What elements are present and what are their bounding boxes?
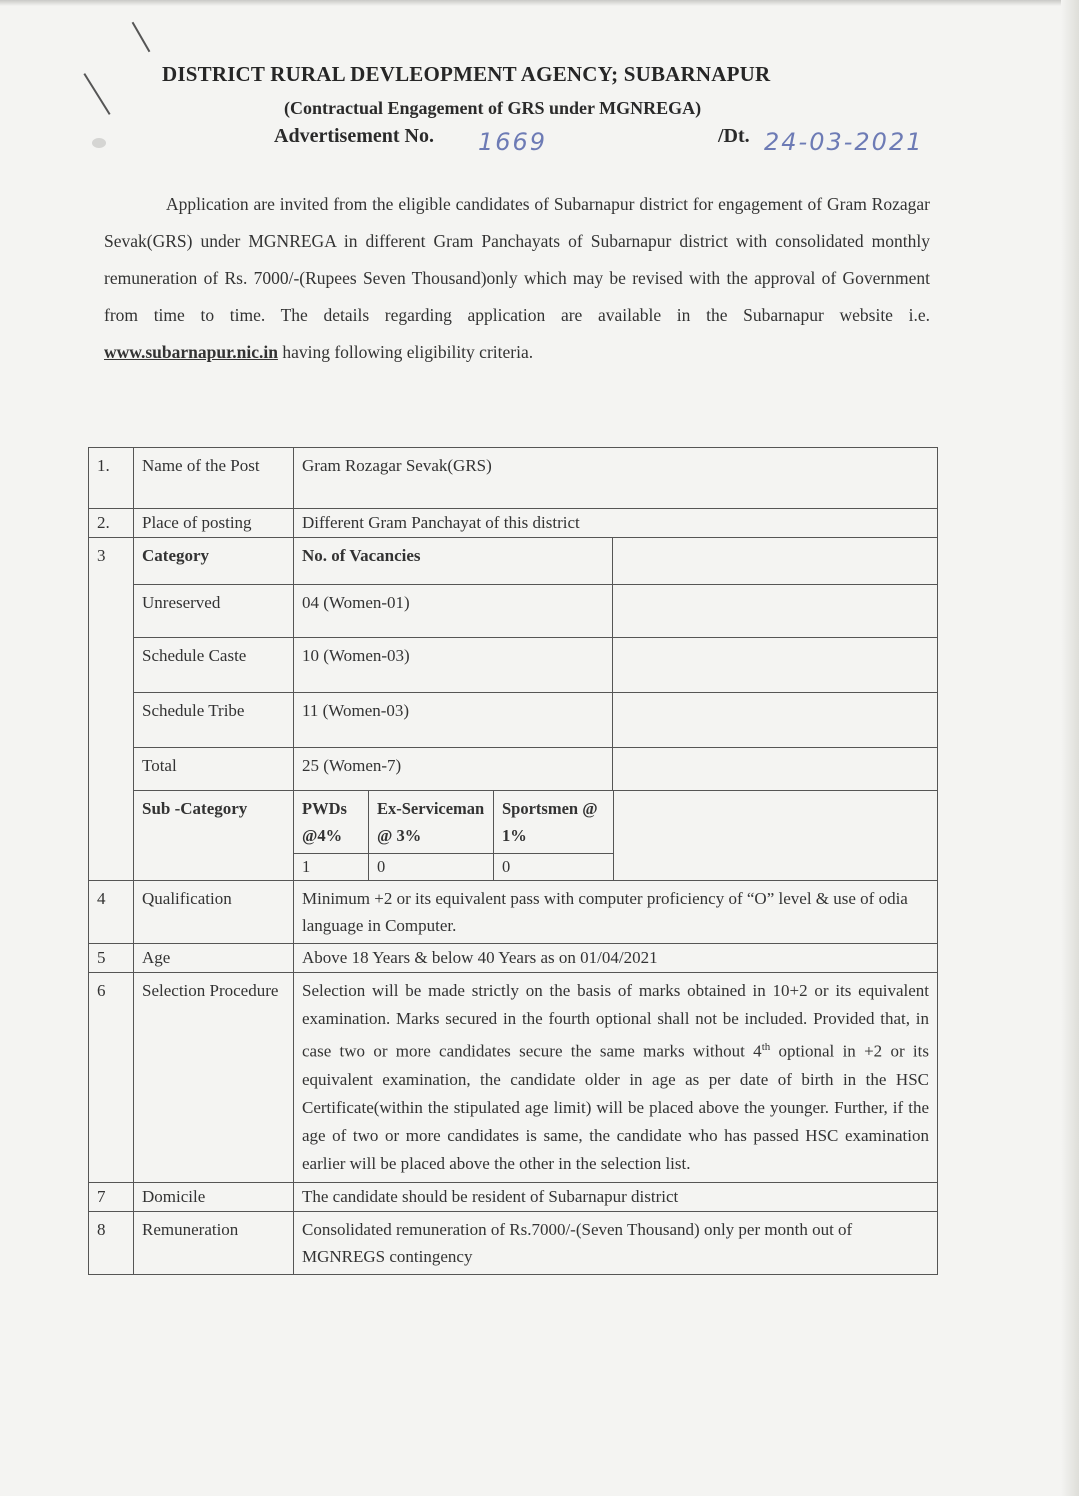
selection-text-b: optional in +2 or its equivalent examination, the candidate older in age as per date of birth in the HSC Certificate(within the stipulated age limit) will be placed above the younger. Further, if the age of two or more candidates is same, the candidate who has passed HSC examination earlier will be placed above the other in the selection list.	[302, 1041, 929, 1173]
subcategory-header: Sub -Category	[134, 791, 294, 881]
row-value: Different Gram Panchayat of this district	[294, 509, 938, 538]
table-row	[89, 881, 938, 944]
row-number: 1.	[89, 448, 134, 509]
advertisement-label: Advertisement No.	[274, 125, 434, 147]
sportsmen-label: Sportsmen @ 1%	[494, 791, 614, 854]
row-value: Above 18 Years & below 40 Years as on 01/04/2021	[294, 944, 938, 973]
row-number: 3	[89, 538, 134, 881]
superscript: th	[761, 1041, 771, 1053]
eligibility-table	[88, 447, 938, 1275]
subtitle: (Contractual Engagement of GRS under MGNREGA)	[284, 98, 702, 118]
vacancies-header: No. of Vacancies	[294, 538, 613, 585]
row-number: 7	[89, 1182, 134, 1211]
category-cell: Unreserved	[134, 585, 294, 638]
row-label: Age	[134, 944, 294, 973]
vacancies-cell: 10 (Women-03)	[294, 638, 613, 693]
table-row	[89, 509, 938, 538]
table-row	[89, 944, 938, 973]
row-value: Gram Rozagar Sevak(GRS)	[294, 448, 938, 509]
row-number: 8	[89, 1211, 134, 1274]
agency-title: DISTRICT RURAL DEVLEOPMENT AGENCY; SUBARNAPUR	[162, 62, 771, 86]
table-row	[89, 448, 938, 509]
page-right-edge	[1061, 0, 1079, 1496]
table-row	[89, 585, 938, 638]
row-number: 4	[89, 881, 134, 944]
pwd-value: 1	[294, 854, 369, 881]
row-number: 5	[89, 944, 134, 973]
table-row	[89, 973, 938, 1183]
row-label: Remuneration	[134, 1211, 294, 1274]
empty-cell	[613, 693, 938, 748]
date-label: /Dt.	[718, 125, 750, 147]
table-row	[89, 638, 938, 693]
table-row	[89, 693, 938, 748]
table-row	[89, 538, 938, 585]
vacancies-cell: 25 (Women-7)	[294, 748, 613, 791]
row-value: The candidate should be resident of Subarnapur district	[294, 1182, 938, 1211]
category-cell: Total	[134, 748, 294, 791]
subcategory-table	[294, 791, 614, 880]
table-row	[89, 1182, 938, 1211]
pen-mark	[132, 22, 151, 52]
row-number: 6	[89, 973, 134, 1183]
category-cell: Schedule Caste	[134, 638, 294, 693]
empty-cell	[613, 585, 938, 638]
vacancies-cell: 04 (Women-01)	[294, 585, 613, 638]
website-link[interactable]: www.subarnapur.nic.in	[104, 342, 278, 362]
subcategory-values	[294, 854, 614, 881]
category-cell: Schedule Tribe	[134, 693, 294, 748]
row-label: Place of posting	[134, 509, 294, 538]
advertisement-number-handwritten: 1669	[478, 128, 548, 156]
row-value: Minimum +2 or its equivalent pass with computer proficiency of “O” level & use of odia language in Computer.	[294, 881, 938, 944]
intro-text: Application are invited from the eligible candidates of Subarnapur district for engagement of Gram Rozagar Sevak(GRS) under MGNREGA in different Gram Panchayats of Subarnapur district with consolidated monthly remuneration of Rs. 7000/-(Rupees Seven Thousand)only which may be revised with the approval of Government from time to time. The details regarding application are available in the Subarnapur website i.e.	[104, 194, 930, 325]
table-row	[89, 791, 938, 881]
subcategory-cell	[294, 791, 938, 881]
vacancies-cell: 11 (Women-03)	[294, 693, 613, 748]
row-value: Consolidated remuneration of Rs.7000/-(Seven Thousand) only per month out of MGNREGS contingency	[294, 1211, 938, 1274]
category-header: Category	[134, 538, 294, 585]
empty-cell	[613, 538, 938, 585]
row-label: Name of the Post	[134, 448, 294, 509]
table-row	[89, 748, 938, 791]
empty-cell	[613, 748, 938, 791]
intro-paragraph	[104, 186, 930, 371]
ex-serviceman-value: 0	[369, 854, 494, 881]
row-label: Selection Procedure	[134, 973, 294, 1183]
selection-text-a: Selection will be made strictly on the basis of marks obtained in 10+2 or its equivalent examination. Marks secured in the fourth optional shall not be included. Provided that, in case two or more candidates secure the same marks without 4	[302, 981, 929, 1061]
date-handwritten: 24-03-2021	[764, 128, 924, 156]
intro-text-end: having following eligibility criteria.	[277, 342, 534, 362]
row-value	[294, 973, 938, 1183]
ex-serviceman-label: Ex-Serviceman @ 3%	[369, 791, 494, 854]
page-top-edge	[0, 0, 1079, 6]
row-label: Domicile	[134, 1182, 294, 1211]
subcategory-labels	[294, 791, 614, 854]
row-label: Qualification	[134, 881, 294, 944]
row-number: 2.	[89, 509, 134, 538]
table-row	[89, 1211, 938, 1274]
sportsmen-value: 0	[494, 854, 614, 881]
pwd-label: PWDs @4%	[294, 791, 369, 854]
pen-mark	[83, 73, 110, 115]
empty-cell	[613, 638, 938, 693]
scan-stain	[92, 138, 106, 148]
